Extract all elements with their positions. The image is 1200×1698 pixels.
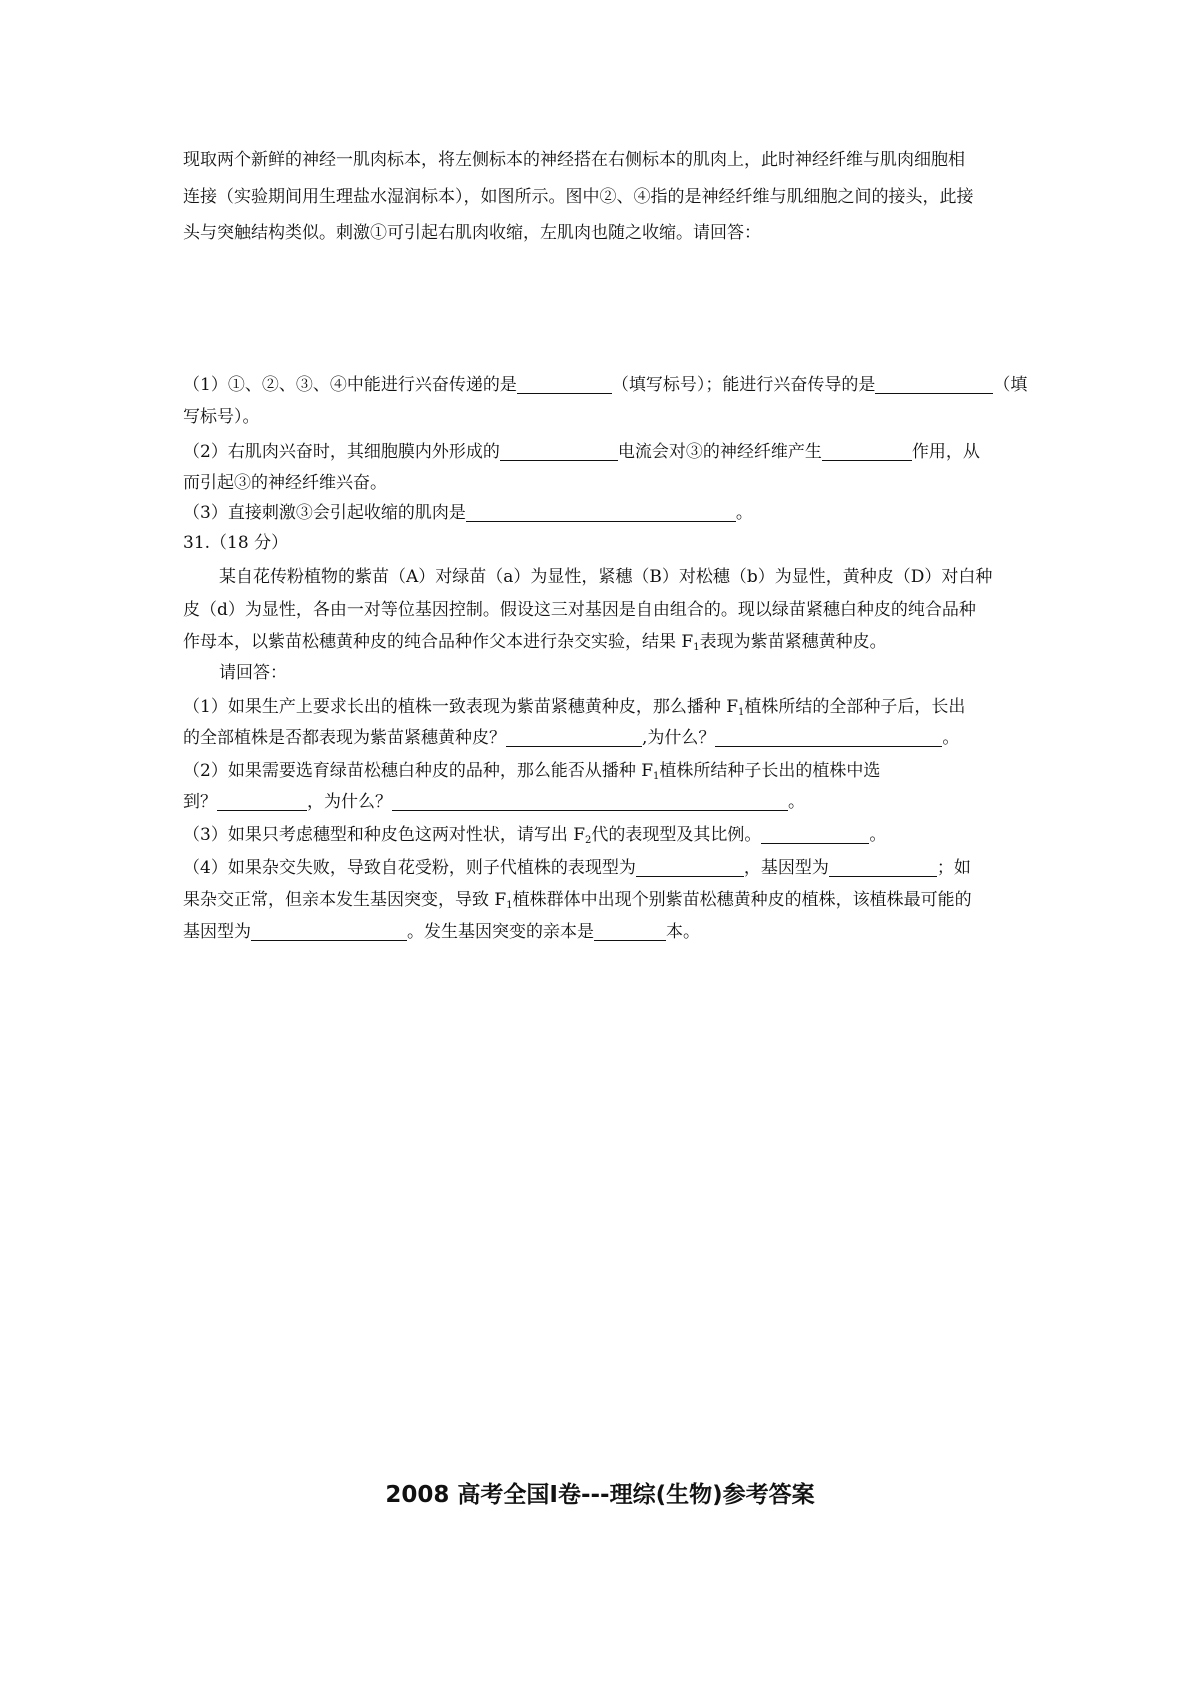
subscript-1: 1	[653, 771, 660, 782]
q30-part2-text-b: 电流会对③的神经纤维产生	[617, 442, 822, 462]
q31-part1-line1	[183, 695, 965, 719]
q31-stem-line-3	[183, 630, 887, 654]
subscript-1: 1	[693, 642, 700, 653]
q31-part4-text-b: ，基因型为	[743, 858, 829, 878]
intro-line-2: 连接（实验期间用生理盐水湿润标本），如图所示。图中②、④指的是神经纤维与肌细胞之间的接头，此接	[183, 187, 974, 207]
q31-part3-blank-ratio[interactable]	[761, 825, 869, 844]
q31-part2-text-a: （2）如果需要选育绿苗松穗白种皮的品种，那么能否从播种 F	[183, 761, 654, 781]
q31-stem-line-2: 皮（d）为显性，各由一对等位基因控制。假设这三对基因是自由组合的。现以绿苗紧穗白种皮的纯合品种	[183, 600, 976, 620]
q31-stem-text-b: 表现为紫苗紧穗黄种皮。	[699, 632, 887, 652]
q31-part1-text-c: 的全部植株是否都表现为紫苗紧穗黄种皮？	[183, 728, 506, 748]
q30-part2-line2: 而引起③的神经纤维兴奋。	[183, 473, 387, 493]
subscript-2: 2	[585, 835, 592, 846]
q31-part1-text-b: 植株所结的全部种子后，长出	[744, 697, 966, 717]
q31-part4-text-g: 。发生基因突变的亲本是	[407, 922, 594, 942]
q31-part3-text-a: （3）如果只考虑穗型和种皮色这两对性状，请写出 F	[183, 825, 586, 845]
q30-part1-text-a: （1）①、②、③、④中能进行兴奋传递的是	[183, 375, 517, 395]
q31-part4-text-e: 植株群体中出现个别紫苗松穗黄种皮的植株，该植株最可能的	[512, 890, 972, 910]
intro-line-1: 现取两个新鲜的神经一肌肉标本，将左侧标本的神经搭在右侧标本的肌肉上，此时神经纤维与肌肉细胞相	[183, 150, 965, 170]
q31-part4-blank-genotype[interactable]	[829, 858, 937, 877]
q30-part1-blank-conduct[interactable]	[875, 375, 993, 394]
q31-part2-line1	[183, 759, 880, 783]
q30-part3-text: （3）直接刺激③会引起收缩的肌肉是	[183, 503, 466, 523]
q31-part4-line2	[183, 888, 972, 912]
q31-part4-text-c: ；如	[936, 858, 971, 878]
q30-part2-blank-effect[interactable]	[822, 442, 912, 461]
q31-part3-text-b: 代的表现型及其比例。	[591, 825, 762, 845]
q30-part2-line1	[183, 440, 980, 464]
q31-part4-blank-phenotype[interactable]	[636, 858, 744, 877]
q31-part1-text-d: ,为什么？	[642, 728, 716, 748]
q31-part4-text-h: 本。	[666, 922, 700, 942]
q30-part2-text-a: （2）右肌肉兴奋时，其细胞膜内外形成的	[183, 442, 500, 462]
q31-part1-blank-yesno[interactable]	[506, 728, 642, 747]
q31-part2-end: 。	[788, 792, 805, 812]
q31-part4-blank-parent[interactable]	[594, 922, 666, 941]
q31-part2-text-c: 到？	[183, 792, 217, 812]
q31-stem-text-a: 作母本，以紫苗松穗黄种皮的纯合品种作父本进行杂交实验，结果 F	[183, 632, 694, 652]
q31-part2-line2	[183, 790, 805, 814]
q31-part1-blank-reason[interactable]	[715, 728, 942, 747]
q31-part4-text-d: 果杂交正常，但亲本发生基因突变，导致 F	[183, 890, 507, 910]
q31-part2-blank-yesno[interactable]	[217, 792, 307, 811]
q30-part1-blank-transmit[interactable]	[517, 375, 612, 394]
subscript-1: 1	[506, 900, 513, 911]
q31-part2-text-b: 植株所结种子长出的植株中选	[659, 761, 881, 781]
q31-part4-text-a: （4）如果杂交失败，导致自花受粉，则子代植株的表现型为	[183, 858, 636, 878]
q31-part4-line3	[183, 920, 700, 944]
q31-header: 31.（18 分）	[183, 533, 289, 553]
q30-part2-text-c: 作用，从	[911, 442, 980, 462]
q31-stem-line-1: 某自花传粉植物的紫苗（A）对绿苗（a）为显性，紧穗（B）对松穗（b）为显性，黄种皮（D）对白种	[219, 567, 993, 587]
q31-part2-text-d: ，为什么？	[307, 792, 392, 812]
intro-line-3: 头与突触结构类似。刺激①可引起右肌肉收缩，左肌肉也随之收缩。请回答：	[183, 223, 761, 243]
q31-part4-text-f: 基因型为	[183, 922, 251, 942]
q30-part1-line1	[183, 373, 1027, 397]
q31-part1-end: 。	[942, 728, 960, 748]
q30-part1-text-c: （填	[993, 375, 1028, 395]
q31-part4-blank-mutant-genotype[interactable]	[251, 922, 407, 941]
q31-part3-end: 。	[869, 825, 887, 845]
q30-part3-end: 。	[735, 503, 753, 523]
q31-part3-line	[183, 823, 886, 847]
q30-part1-text-b: （填写标号）；能进行兴奋传导的是	[611, 375, 876, 395]
answer-title: 2008 高考全国Ⅰ卷---理综(生物)参考答案	[385, 1482, 815, 1508]
q30-part3-line	[183, 501, 753, 525]
q30-part3-blank-muscle[interactable]	[466, 503, 736, 522]
q31-part4-line1	[183, 856, 971, 880]
q30-part1-line2: 写标号）。	[183, 407, 260, 427]
q31-part1-text-a: （1）如果生产上要求长出的植株一致表现为紫苗紧穗黄种皮，那么播种 F	[183, 697, 739, 717]
q30-part2-blank-current[interactable]	[500, 442, 618, 461]
q31-part1-line2	[183, 726, 959, 750]
q31-ask: 请回答：	[219, 663, 287, 683]
subscript-1: 1	[738, 707, 745, 718]
q31-part2-blank-reason[interactable]	[392, 792, 788, 811]
